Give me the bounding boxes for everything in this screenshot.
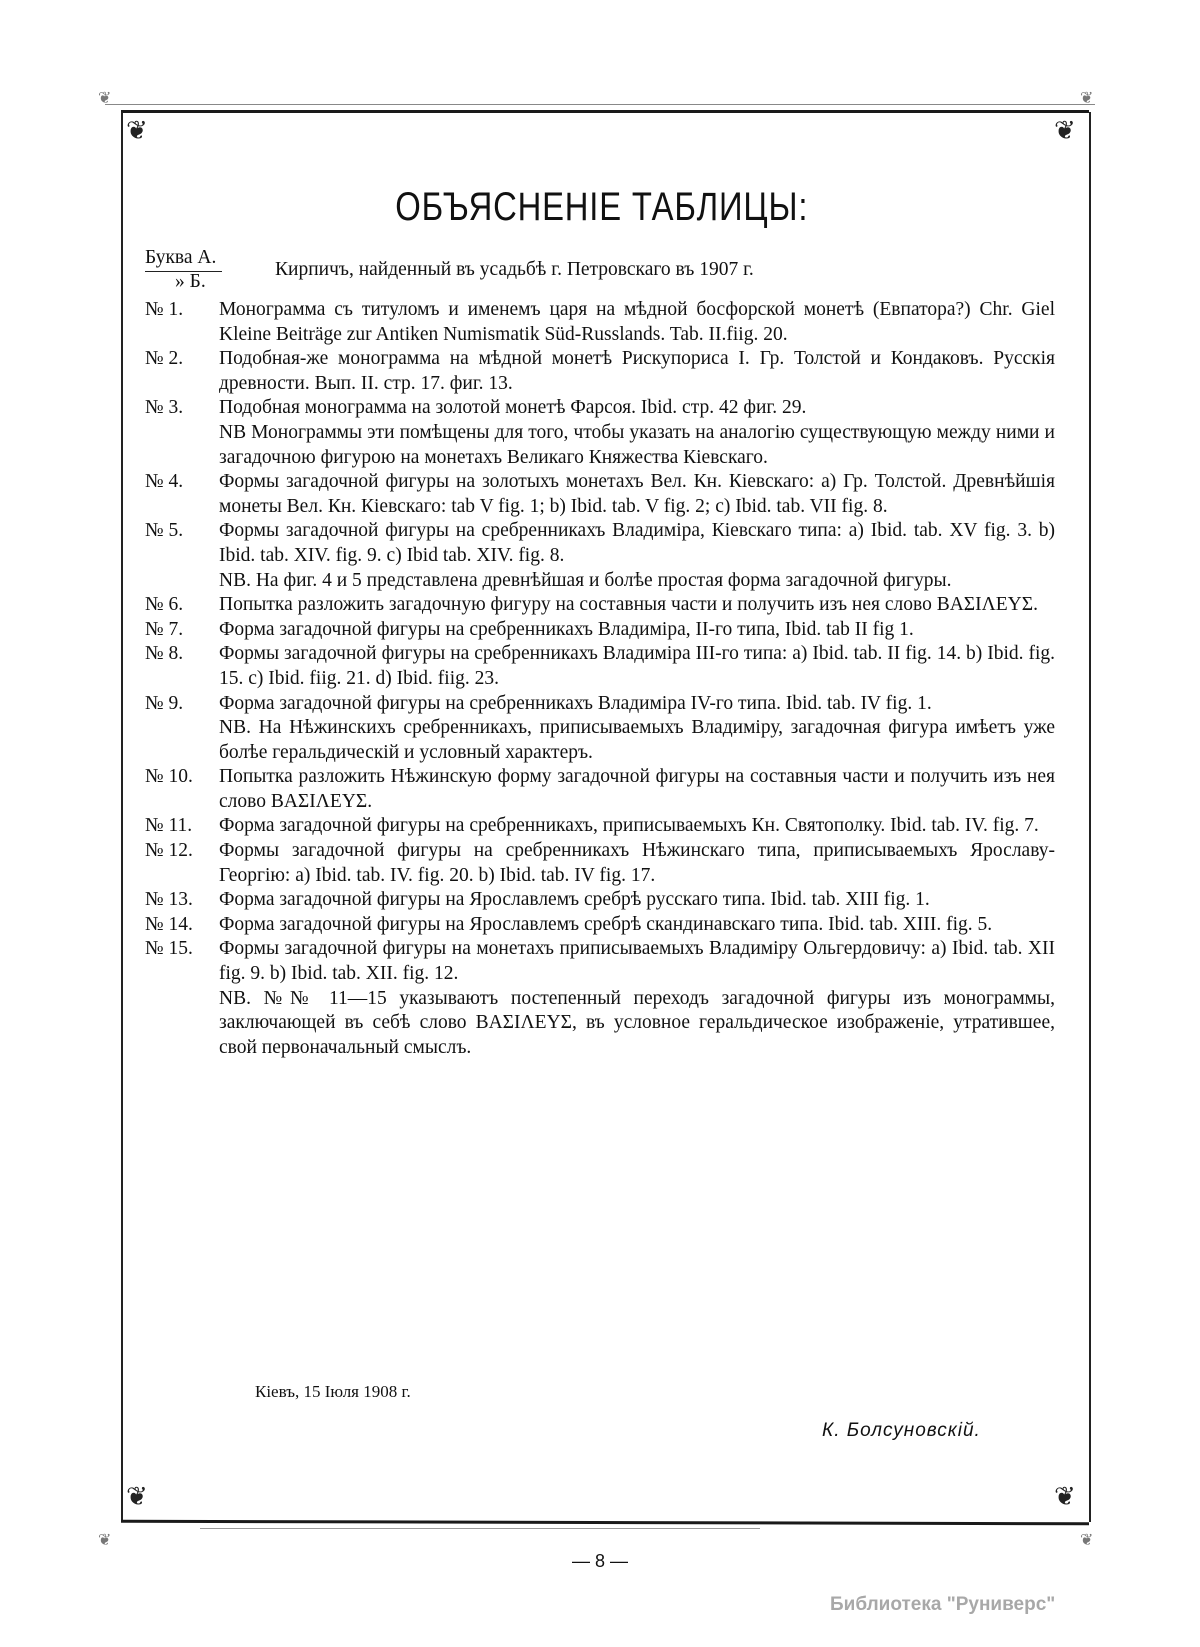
- entry-text: Формы загадочной фигуры на золотыхъ монетахъ Вел. Кн. Кіевскаго: a) Гр. Толстой. Древнѣйшія монеты Вел. Кн. Кіевскаго: tab V fig. 1; b) Ibid. tab. V fig. 2; c) Ibid. tab. VII fig. 8.: [219, 471, 1055, 517]
- entry-note: NB Монограммы эти помѣщены для того, чтобы указать на аналогію существующую между ними и загадочною фигурою на монетахъ Великаго Княжества Кіевскаго.: [219, 421, 1055, 468]
- entries-container: [145, 298, 1055, 1060]
- entry-body: [219, 888, 1055, 913]
- entry-text: Формы загадочной фигуры на монетахъ приписываемыхъ Владиміру Ольгердовичу: a) Ibid. tab. XII fig. 9. b) Ibid. tab. XII. fig. 12.: [219, 938, 1055, 985]
- letter-a-label: Буква А.: [145, 246, 222, 272]
- corner-ornament-icon: ❦: [1054, 116, 1076, 145]
- entry-body: [219, 519, 1055, 593]
- entry-text: Подобная-же монограмма на мѣдной монетѣ Рискупориса I. Гр. Толстой и Кондаковъ. Русскія древности. Вып. II. стр. 17. фиг. 13.: [219, 348, 1055, 394]
- entry-number: № 12.: [145, 840, 193, 862]
- bottom-thin-rule: [200, 1528, 760, 1529]
- list-item: [145, 470, 1055, 519]
- entry-note: NB. На Нѣжинскихъ сребренникахъ, приписываемыхъ Владиміру, загадочная фигура имѣетъ уже болѣе геральдическій и условный характеръ.: [219, 717, 1055, 763]
- list-item: [145, 937, 1055, 1060]
- entry-text: Форма загадочной фигуры на Ярославлемъ сребрѣ русскаго типа. Ibid. tab. XIII fig. 1.: [219, 889, 930, 911]
- list-item: [145, 692, 1055, 766]
- entry-number: № 1.: [145, 299, 184, 320]
- list-item: [145, 519, 1055, 593]
- author-signature: К. Болсуновскій.: [822, 1420, 981, 1441]
- corner-ornament-icon: ❦: [126, 116, 148, 145]
- entry-text: Форма загадочной фигуры на сребренникахъ Владиміра, II-го типа, Ibid. tab II fig 1.: [219, 618, 914, 640]
- letter-b-label: » Б.: [175, 271, 206, 292]
- corner-ornament-icon: ❦: [126, 1482, 148, 1511]
- entry-number: № 8.: [145, 643, 184, 665]
- list-item: [145, 618, 1055, 643]
- entry-body: [219, 593, 1055, 618]
- date-line: Кіевъ, 15 Іюля 1908 г.: [255, 1382, 411, 1401]
- entry-text: Попытка разложить Нѣжинскую форму загадочной фигуры на составныя части и получить изъ нея слово ΒΑΣΙΛΕΥΣ.: [219, 766, 1055, 812]
- entry-number: № 3.: [145, 397, 184, 419]
- entry-number: № 7.: [145, 618, 184, 640]
- entry-body: [219, 396, 1055, 470]
- top-thin-rule: [105, 104, 1095, 105]
- entry-number: № 9.: [145, 692, 184, 714]
- page-title: ОБЪЯСНЕНІЕ ТАБЛИЦЫ:: [395, 185, 809, 229]
- corner-ornament-icon: ❦: [1054, 1482, 1076, 1511]
- entry-body: [219, 937, 1055, 1060]
- list-item: [145, 814, 1055, 839]
- entry-number: № 11.: [145, 815, 193, 837]
- list-item: [145, 765, 1055, 814]
- entry-text: Форма загадочной фигуры на сребренникахъ Владиміра IV-го типа. Ibid. tab. IV fig. 1.: [219, 692, 932, 714]
- flourish-ornament-icon: ❦: [98, 90, 112, 107]
- library-watermark: Библиотека "Руниверс": [830, 1594, 1056, 1615]
- entry-body: [219, 347, 1055, 396]
- entry-number: № 2.: [145, 348, 184, 370]
- flourish-ornament-icon: ❦: [98, 1532, 112, 1549]
- entry-body: [219, 839, 1055, 888]
- entry-text: Формы загадочной фигуры на сребренникахъ Владиміра III-го типа: a) Ibid. tab. II fig. 14. b) Ibid. fig. 15. c) Ibid. fiig. 21. d) Ibid. fiig. 23.: [219, 643, 1055, 689]
- letters-description: Кирпичъ, найденный въ усадьбѣ г. Петровскаго въ 1907 г.: [275, 259, 754, 280]
- entry-body: [219, 765, 1055, 814]
- entry-text: Попытка разложить загадочную фигуру на составныя части и получить изъ нея слово ΒΑΣΙΛΕΥΣ.: [219, 594, 1038, 616]
- list-item: [145, 298, 1055, 347]
- entry-body: [219, 618, 1055, 643]
- entry-text: Формы загадочной фигуры на сребренникахъ Владиміра, Кіевскаго типа: a) Ibid. tab. XV fig. 3. b) Ibid. tab. XIV. fig. 9. c) Ibid tab. XIV. fig. 8.: [219, 520, 1055, 566]
- explanation-list: [145, 246, 1055, 1060]
- entry-body: [219, 913, 1055, 938]
- entry-text: Монограмма съ титуломъ и именемъ царя на мѣдной босфорской монетѣ (Евпатора?) Chr. Giel Kleine Beiträge zur Antiken Numismatik Süd-Russlands. Tab. II.fiig. 20.: [219, 299, 1055, 345]
- flourish-ornament-icon: ❦: [1080, 90, 1094, 107]
- flourish-ornament-icon: ❦: [1080, 1532, 1094, 1549]
- entry-body: [219, 298, 1055, 347]
- entry-body: [219, 692, 1055, 766]
- entry-body: [219, 642, 1055, 691]
- letters-entry: [145, 246, 1055, 298]
- entry-number: № 13.: [145, 889, 193, 911]
- entry-body: [219, 814, 1055, 839]
- entry-text: Форма загадочной фигуры на сребренникахъ, приписываемыхъ Кн. Святополку. Ibid. tab. IV. fig. 7.: [219, 815, 1039, 837]
- list-item: [145, 642, 1055, 691]
- list-item: [145, 839, 1055, 888]
- list-item: [145, 888, 1055, 913]
- page-number: — 8 —: [571, 1551, 628, 1571]
- entry-number: № 10.: [145, 766, 193, 788]
- list-item: [145, 347, 1055, 396]
- entry-text: Форма загадочной фигуры на Ярославлемъ сребрѣ скандинавскаго типа. Ibid. tab. XIII. fig. 5.: [219, 913, 993, 935]
- list-item: [145, 593, 1055, 618]
- entry-number: № 14.: [145, 913, 193, 935]
- list-item: [145, 913, 1055, 938]
- entry-body: [219, 470, 1055, 519]
- entry-text: Подобная монограмма на золотой монетѣ Фарсоя. Ibid. стр. 42 фиг. 29.: [219, 397, 807, 419]
- entry-text: Формы загадочной фигуры на сребренникахъ Нѣжинскаго типа, приписываемыхъ Ярославу-Георгію: a) Ibid. tab. IV. fig. 20. b) Ibid. tab. IV fig. 17.: [219, 840, 1055, 886]
- entry-note: NB. №№ 11—15 указываютъ постепенный переходъ загадочной фигуры изъ монограммы, заключающей въ себѣ слово ΒΑΣΙΛΕΥΣ, въ условное геральдическое изображеніе, утратившее, свой первоначальный смыслъ.: [219, 987, 1055, 1058]
- list-item: [145, 396, 1055, 470]
- entry-number: № 6.: [145, 594, 184, 616]
- entry-number: № 4.: [145, 471, 184, 493]
- entry-note: NB. На фиг. 4 и 5 представлена древнѣйшая и болѣе простая форма загадочной фигуры.: [219, 569, 952, 591]
- entry-number: № 15.: [145, 938, 193, 960]
- entry-number: № 5.: [145, 520, 184, 542]
